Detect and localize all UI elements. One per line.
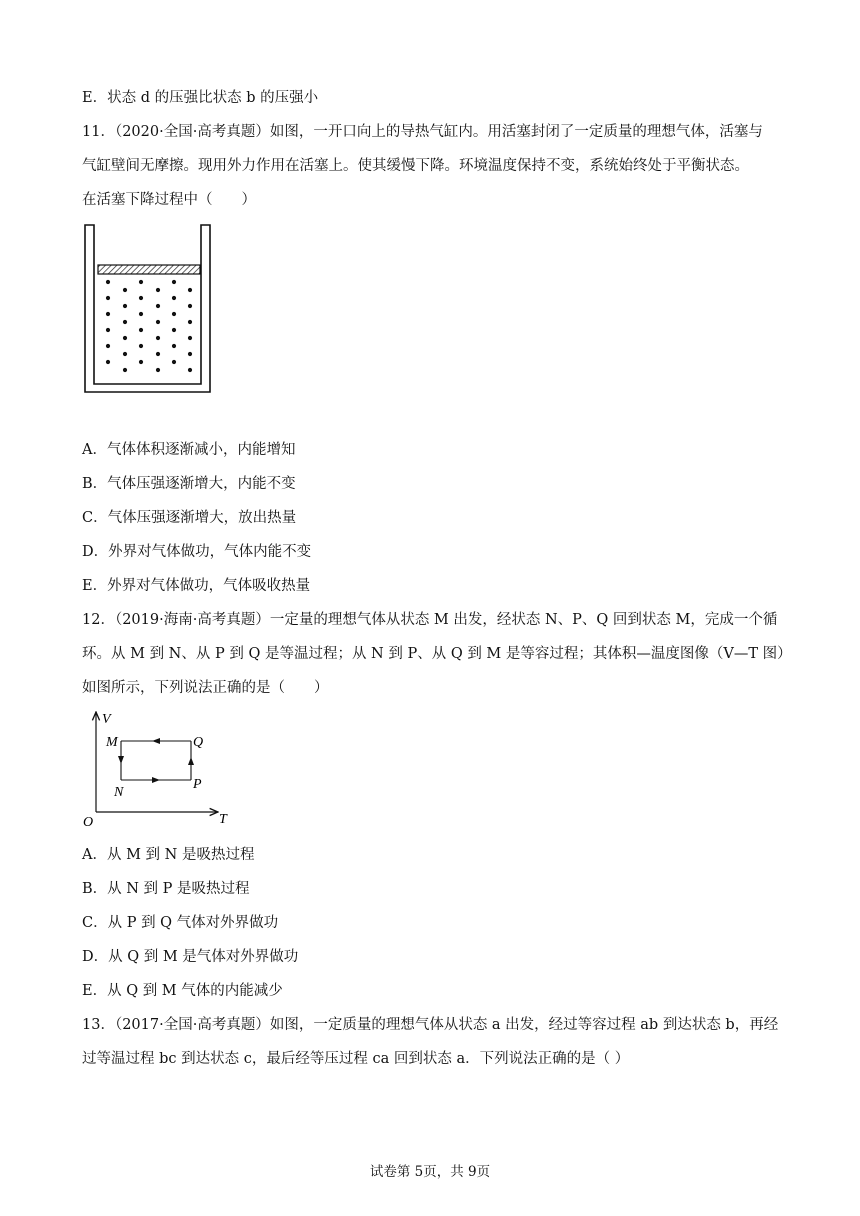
arrow-m-to-n <box>118 756 124 764</box>
q11-option-c[interactable]: C．气体压强逐渐增大，放出热量 <box>82 510 297 526</box>
gas-molecule-dot <box>172 280 176 284</box>
point-n-label: N <box>114 785 124 800</box>
gas-molecule-dot <box>106 360 110 364</box>
q11-option-b[interactable]: B．气体压强逐渐增大，内能不变 <box>82 476 296 492</box>
q11-stem-line-1: 11．（2020·全国·高考真题）如图，一开口向上的导热气缸内。用活塞封闭了一定质量的理想气体，活塞与 <box>82 124 763 140</box>
page-footer: 试卷第 5页，共 9页 <box>369 1164 491 1180</box>
gas-molecule-dot <box>123 288 127 292</box>
gas-molecule-dot <box>188 304 192 308</box>
gas-molecule-dot <box>172 344 176 348</box>
gas-molecule-dot <box>139 296 143 300</box>
cylinder-piston-diagram <box>84 224 218 394</box>
q13-stem-line-1: 13．（2017·全国·高考真题）如图，一定质量的理想气体从状态 a 出发，经过等容过程 ab 到达状态 b，再经 <box>82 1017 779 1033</box>
q11-option-e[interactable]: E．外界对气体做功，气体吸收热量 <box>82 578 311 594</box>
q13-stem-line-2: 过等温过程 bc 到达状态 c，最后经等压过程 ca 回到状态 a．下列说法正确的是（ ） <box>82 1051 630 1067</box>
gas-molecule-dot <box>123 352 127 356</box>
arrow-q-to-m <box>152 738 160 744</box>
arrow-n-to-p <box>152 777 160 783</box>
gas-molecule-dot <box>106 296 110 300</box>
gas-molecule-dot <box>106 344 110 348</box>
gas-molecule-dot <box>172 296 176 300</box>
gas-molecule-dot <box>139 280 143 284</box>
v-axis-label: V <box>102 712 111 727</box>
gas-molecule-dot <box>106 312 110 316</box>
gas-molecule-dot <box>156 320 160 324</box>
gas-molecule-dot <box>106 280 110 284</box>
gas-molecule-dot <box>123 304 127 308</box>
piston <box>98 265 200 274</box>
gas-molecule-dot <box>188 368 192 372</box>
gas-molecule-dot <box>156 368 160 372</box>
gas-molecule-dot <box>123 368 127 372</box>
gas-molecule-dot <box>188 352 192 356</box>
gas-molecule-dot <box>172 312 176 316</box>
gas-molecule-dot <box>139 360 143 364</box>
q11-stem-line-2: 气缸壁间无摩擦。现用外力作用在活塞上。使其缓慢下降。环境温度保持不变，系统始终处于平衡状态。 <box>82 158 749 174</box>
gas-molecule-dot <box>188 288 192 292</box>
gas-molecule-dot <box>172 360 176 364</box>
point-p-label: P <box>193 777 202 792</box>
gas-molecule-dot <box>139 344 143 348</box>
q11-stem-line-3: 在活塞下降过程中（ ） <box>82 192 256 208</box>
q12-stem-line-3: 如图所示，下列说法正确的是（ ） <box>82 680 329 696</box>
vt-cycle-diagram <box>78 708 248 832</box>
gas-molecule-dot <box>123 336 127 340</box>
gas-molecule-dot <box>156 336 160 340</box>
q11-option-d[interactable]: D．外界对气体做功，气体内能不变 <box>82 544 312 560</box>
gas-molecule-dot <box>156 352 160 356</box>
q11-option-a[interactable]: A．气体体积逐渐减小，内能增知 <box>82 442 296 458</box>
gas-molecule-dot <box>139 328 143 332</box>
gas-molecule-dot <box>123 320 127 324</box>
gas-molecule-dot <box>139 312 143 316</box>
t-axis-label: T <box>219 812 227 827</box>
arrow-p-to-q <box>188 757 194 765</box>
q12-option-a[interactable]: A．从 M 到 N 是吸热过程 <box>82 847 255 863</box>
gas-molecule-dot <box>188 336 192 340</box>
q12-stem-line-2: 环。从 M 到 N、从 P 到 Q 是等温过程；从 N 到 P、从 Q 到 M 是等容过程；其体积—温度图像（V—T 图） <box>82 646 792 662</box>
q12-stem-line-1: 12．（2019·海南·高考真题）一定量的理想气体从状态 M 出发，经状态 N、P、Q 回到状态 M，完成一个循 <box>82 612 778 628</box>
point-m-label: M <box>106 735 118 750</box>
q12-option-b[interactable]: B．从 N 到 P 是吸热过程 <box>82 881 250 897</box>
gas-molecules <box>106 280 192 372</box>
cylinder-wall <box>85 225 210 392</box>
gas-molecule-dot <box>172 328 176 332</box>
gas-molecule-dot <box>156 288 160 292</box>
q12-option-d[interactable]: D．从 Q 到 M 是气体对外界做功 <box>82 949 299 965</box>
gas-molecule-dot <box>106 328 110 332</box>
q10-option-e: E．状态 d 的压强比状态 b 的压强小 <box>82 90 319 106</box>
origin-label: O <box>83 815 94 830</box>
gas-molecule-dot <box>188 320 192 324</box>
point-q-label: Q <box>193 735 204 750</box>
gas-molecule-dot <box>156 304 160 308</box>
q12-option-c[interactable]: C．从 P 到 Q 气体对外界做功 <box>82 915 279 931</box>
q12-option-e[interactable]: E．从 Q 到 M 气体的内能减少 <box>82 983 283 999</box>
